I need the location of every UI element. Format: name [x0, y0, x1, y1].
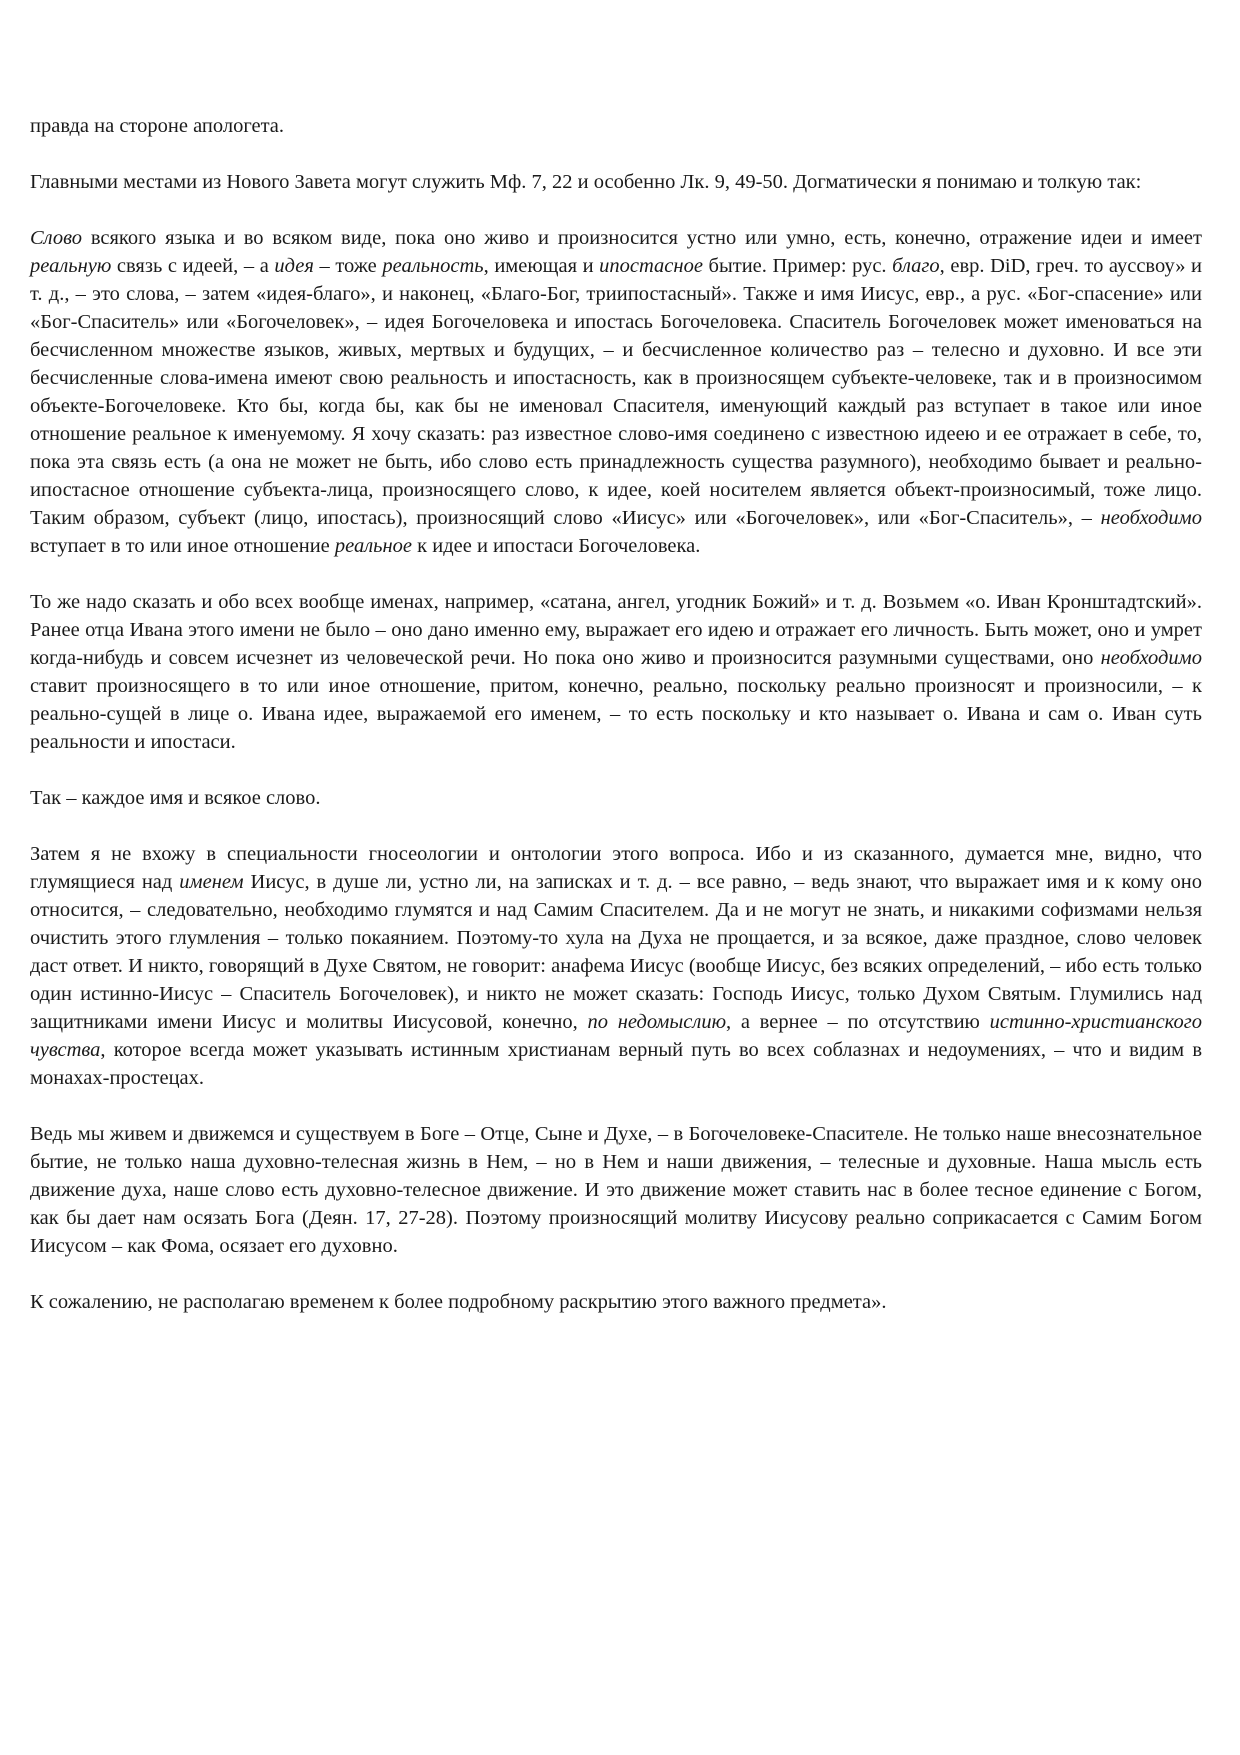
- text-run: Иисус, в душе ли, устно ли, на записках и т. д. – все равно, – ведь знают, что выражает имя и к кому оно относится, – следовательно, необходимо глумятся и над Самим Спасителем. Да и не могут не знать, и никакими софизмами нельзя очистить этого глумления – только покаянием. Поэтому-то хула на Духа не прощается, и за всякое, даже праздное, слово человек даст ответ. И никто, говорящий в Духе Святом, не говорит: анафема Иисус (вообще Иисус, без всяких определений, – ибо есть только один истинно-Иисус – Спаситель Богочеловек), и никто не может сказать: Господь Иисус, только Духом Святым. Глумились над защитниками имени Иисус и молитвы Иисусовой, конечно,: [30, 871, 1202, 1033]
- text-run: Главными местами из Нового Завета могут служить Мф. 7, 22 и особенно Лк. 9, 49-50. Догматически я понимаю и толкую так:: [30, 171, 1142, 193]
- text-run: связь с идеей, – а: [111, 255, 275, 277]
- italic-text: ипостасное: [599, 255, 703, 277]
- text-run: вступает в то или иное отношение: [30, 535, 335, 557]
- text-run: – тоже: [313, 255, 383, 277]
- paragraph-closing: [30, 1288, 1202, 1316]
- paragraph-new-testament: [30, 168, 1202, 196]
- italic-text: по недомыслию: [587, 1011, 727, 1033]
- italic-text: реальное: [334, 535, 413, 557]
- italic-text: реальность: [382, 255, 484, 277]
- text-run: Так – каждое имя и всякое слово.: [30, 787, 321, 809]
- italic-text: необходимо: [1100, 647, 1202, 669]
- paragraph-mockery: [30, 840, 1202, 1092]
- paragraph-movement: [30, 1120, 1202, 1260]
- italic-text: благо: [892, 255, 940, 277]
- text-run: К сожалению, не располагаю временем к более подробному раскрытию этого важного предмета».: [30, 1291, 887, 1313]
- paragraph-every-name: [30, 784, 1202, 812]
- text-run: к идее и ипостаси Богочеловека.: [412, 535, 701, 557]
- text-run: ставит произносящего в то или иное отношение, притом, конечно, реально, поскольку реально произносят и произносили, – к реально-сущей в лице о. Ивана идее, выражаемой его именем, – то есть поскольку и кто называет о. Ивана и сам о. Иван суть реальности и ипостаси.: [30, 675, 1202, 753]
- text-run: , евр. DiD, греч. то аусcвоу» и т. д., – это слова, – затем «идея-благо», и наконец, «Благо-Бог, триипостасный». Также и имя Иисус, евр., а рус. «Бог-спасение» или «Бог-Спаситель» или «Богочеловек», – идея Богочеловека и ипостась Богочеловека. Спаситель Богочеловек может именоваться на бесчисленном множестве языков, живых, мертвых и будущих, – и бесчисленное количество раз – телесно и духовно. И все эти бесчисленные слова-имена имеют свою реальность и ипостасность, как в произносящем субъекте-человеке, так и в произносимом объекте-Богочеловеке. Кто бы, когда бы, как бы не именовал Спасителя, именующий каждый раз вступает в такое или иное отношение реальное к именуемому. Я хочу сказать: раз известное слово-имя соединено с известною идеею и ее отражает в себе, то, пока эта связь есть (а она не может не быть, ибо слово есть принадлежность существа разумного), необходимо бывает и реально-ипостасное отношение субъекта-лица, произносящего слово, к идее, коей носителем является объект-произносимый, тоже лицо. Таким образом, субъект (лицо, ипостась), произносящий слово «Иисус» или «Богочеловек», или «Бог-Спаситель», –: [30, 255, 1203, 529]
- text-run: всякого языка и во всяком виде, пока оно живо и произносится устно или умно, есть, конечно, отражение идеи и имеет: [82, 227, 1202, 249]
- italic-text: истинно-христианского чувства: [30, 1011, 1202, 1061]
- paragraph-apologist: [30, 112, 1202, 140]
- text-run: То же надо сказать и обо всех вообще именах, например, «сатана, ангел, угодник Божий» и т. д. Возьмем «о. Иван Кронштадтский». Ранее отца Ивана этого имени не было – оно дано именно ему, выражает его идею и отражает его личность. Быть может, оно и умрет когда-нибудь и совсем исчезнет из человеческой речи. Но пока оно живо и произносится разумными существами, оно: [30, 591, 1202, 669]
- text-run: бытие. Пример: рус.: [702, 255, 893, 277]
- paragraph-names: [30, 588, 1202, 756]
- document-page: [30, 112, 1202, 1344]
- text-run: , имеющая и: [483, 255, 600, 277]
- text-run: , а вернее – по отсутствию: [726, 1011, 990, 1033]
- text-run: Затем я не вхожу в специальности гносеологии и онтологии этого вопроса. Ибо и из сказанного, думается мне, видно, что глумящиеся над: [30, 843, 1202, 893]
- italic-text: необходимо: [1100, 507, 1202, 529]
- italic-text: Слово: [30, 227, 82, 249]
- italic-text: реальную: [30, 255, 112, 277]
- text-run: , которое всегда может указывать истинным христианам верный путь во всех соблазнах и недоумениях, – что и видим в монахах-простецах.: [30, 1039, 1202, 1089]
- italic-text: именем: [179, 871, 244, 893]
- paragraph-word-idea: [30, 224, 1202, 560]
- italic-text: идея: [274, 255, 314, 277]
- text-run: правда на стороне апологета.: [30, 115, 284, 137]
- text-run: Ведь мы живем и движемся и существуем в Боге – Отце, Сыне и Духе, – в Богочеловеке-Спасителе. Не только наше внесознательное бытие, не только наша духовно-телесная жизнь в Нем, – но в Нем и наши движения, – телесные и духовные. Наша мысль есть движение духа, наше слово есть духовно-телесное движение. И это движение может ставить нас в более тесное единение с Богом, как бы дает нам осязать Бога (Деян. 17, 27-28). Поэтому произносящий молитву Иисусову реально соприкасается с Самим Богом Иисусом – как Фома, осязает его духовно.: [30, 1123, 1202, 1257]
